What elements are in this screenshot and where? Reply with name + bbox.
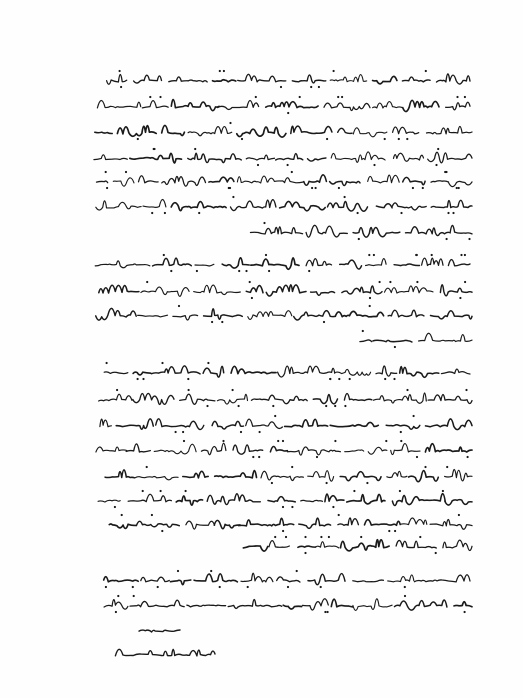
signature-line xyxy=(115,649,215,656)
handwritten-line xyxy=(97,96,470,114)
handwritten-line xyxy=(104,570,470,588)
handwritten-line xyxy=(96,196,472,214)
handwritten-line xyxy=(98,490,472,508)
handwritten-text xyxy=(94,70,472,613)
handwritten-line xyxy=(104,362,470,380)
handwritten-line xyxy=(99,281,472,299)
signature xyxy=(115,630,215,656)
handwritten-line xyxy=(251,222,473,240)
handwritten-line xyxy=(109,514,472,532)
handwritten-line xyxy=(94,148,472,166)
handwritten-line xyxy=(95,122,472,140)
signature-line xyxy=(139,630,180,632)
handwritten-line xyxy=(104,595,472,613)
handwritten-line xyxy=(97,171,473,189)
handwritten-line xyxy=(95,254,470,272)
handwritten-line xyxy=(100,415,472,433)
handwritten-line xyxy=(105,466,472,484)
handwritten-line xyxy=(96,305,472,323)
handwritten-line xyxy=(99,389,472,407)
handwritten-line xyxy=(243,536,472,554)
handwritten-line xyxy=(107,70,470,88)
handwritten-line xyxy=(96,440,472,458)
handwritten-line xyxy=(360,330,472,348)
